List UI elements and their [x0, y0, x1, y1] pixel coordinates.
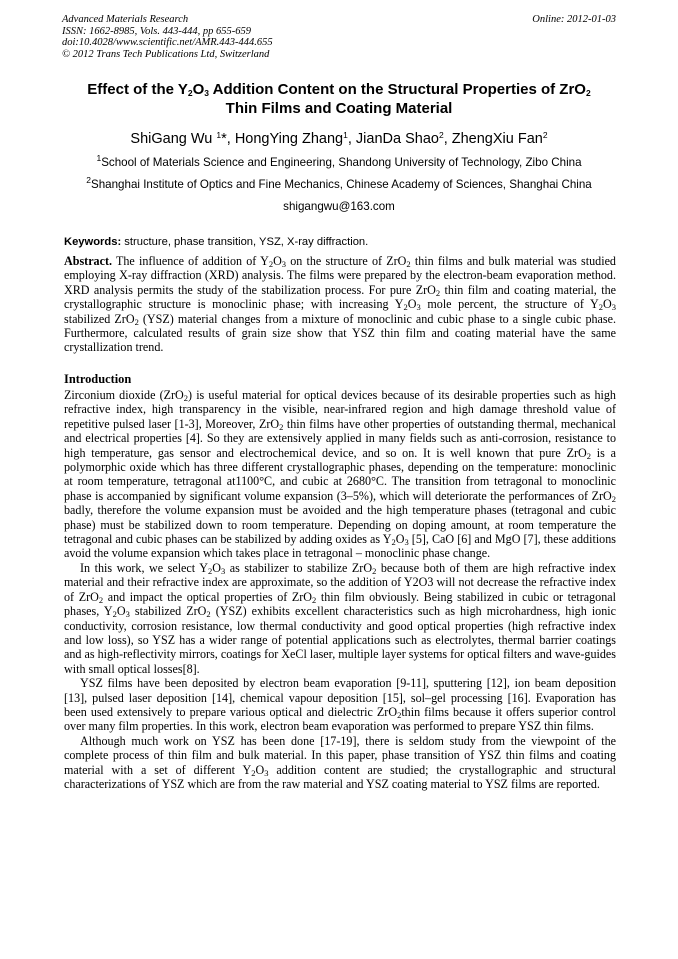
intro-paragraph-3: YSZ films have been deposited by electron beam evaporation [9-11], sputtering [12], ion beam deposition [13], pulsed laser deposition [14], chemical vapour deposition [15], sol–gel processing [16]. Evaporation has been used extensively to prepare various optical and dielectric ZrO$_2$thin films because it offers superior control over many film properties. In this work, electron beam evaporation was performed to prepare YSZ thin films. — [64, 676, 616, 734]
issn-line: ISSN: 1662-8985, Vols. 443-444, pp 655-659 — [62, 25, 251, 37]
keywords-text: structure, phase transition, YSZ, X-ray diffraction. — [121, 236, 369, 248]
paper-title — [40, 80, 638, 118]
keywords — [64, 235, 616, 249]
author-list: ShiGang Wu $^1$*, HongYing Zhang$^1$, JianDa Shao$^2$, ZhengXiu Fan$^2$ — [130, 130, 548, 147]
section-heading-introduction: Introduction — [64, 372, 132, 386]
copyright-line: © 2012 Trans Tech Publications Ltd, Switzerland — [62, 48, 270, 60]
title-line-1: Effect of the $Y_2O_3$ Addition Content on the Structural Properties of ZrO$_2$ — [87, 81, 591, 98]
online-date: Online: 2012-01-03 — [532, 14, 616, 25]
keywords-label: Keywords: — [64, 236, 122, 248]
journal-name: Advanced Materials Research — [62, 14, 189, 25]
author-email: shigangwu@163.com — [283, 200, 395, 213]
intro-paragraph-2: In this work, we select $Y_2O_3$ as stabilizer to stabilize ZrO$_2$ because both of them are high refractive index material and their refractive index are approximate, so the addition of Y2O3 will not decrease the refractive index of ZrO$_2$ and impact the optical properties of ZrO$_2$ thin film obviously. Being stabilized in cubic or tetragonal phases, $Y_2O_3$ stabilized ZrO$_2$ (YSZ) exhibits excellent characteristics such as high microhardness, high ionic conductivity, corrosion resistance, low thermal conductivity and good optical properties (high refractive index and low loss), so YSZ has a wider range of potential applications such as electrolytes, thermal barrier coatings and as high-reflectivity mirrors, coatings for XeCl laser, multiple layer systems for optical filters and wave-guides with small optical losses[8]. — [64, 560, 616, 676]
introduction-body — [64, 388, 616, 791]
intro-paragraph-4: Although much work on YSZ has been done [17-19], there is seldom study from the viewpoint of the complete process of thin film and bulk material. In this paper, phase transition of YSZ thin films and coating material with a set of different $Y_2O_3$ addition content are studied; the crystallographic and structural characterizations of YSZ which are from the raw material and YSZ coating material to YSZ films are reported. — [64, 733, 616, 791]
journal-header — [62, 14, 616, 60]
doi-line: doi:10.4028/www.scientific.net/AMR.443-444.655 — [62, 37, 273, 48]
affiliation-1: $^1$School of Materials Science and Engineering, Shandong University of Technology, Zibo China — [96, 153, 582, 169]
title-line-2: Thin Films and Coating Material — [225, 100, 453, 117]
abstract-label: Abstract. — [64, 254, 113, 268]
intro-paragraph-1: Zirconium dioxide (ZrO$_2$) is useful material for optical devices because of its desirable properties such as high refractive index, high transparency in the visible, near-infrared region and high damage threshold value of repetitive pulsed laser [1-3], Moreover, ZrO$_2$ thin films have other properties of outstanding thermal, mechanical and electrical properties [4]. So they are extensively applied in many fields such as anti-corrosion, resistance to high temperature, gas sensor and electrochemical device, and so on. It is well known that pure ZrO$_2$ is a polymorphic oxide which has three different crystallographic phases, depending on the temperature: monoclinic at room temperature, tetragonal at1100°C, and cubic at 2680°C. The transition from tetragonal to monoclinic phase is accompanied by significant volume expansion (3–5%), which will deteriorate the performances of ZrO$_2$ badly, therefore the volume expansion must be avoided and the high temperature phases (tetragonal and cubic phase) must be stabilized down to room temperature. Depending on doping amount, at room temperature the tetragonal and cubic phases can be stabilized by adding oxides as $Y_2O_3$ [5], CaO [6] and MgO [7], these additions avoid the volume expansion which takes place in tetragonal – monoclinic phase change. — [64, 388, 616, 561]
affiliation-2: $^2$Shanghai Institute of Optics and Fine Mechanics, Chinese Academy of Sciences, Shanghai China — [86, 175, 592, 191]
abstract: Abstract. The influence of addition of $Y_2O_3$ on the structure of ZrO$_2$ thin films and bulk material was studied employing X-ray diffraction (XRD) analysis. The films were prepared by the electron-beam evaporation method. XRD analysis permits the study of the stabilization process. For pure ZrO$_2$ thin film and coating material, the crystallographic structure is monoclinic phase; with increasing $Y_2O_3$ mole percent, the structure of $Y_2O_3$ stabilized ZrO$_2$ (YSZ) material changes from a mixture of monoclinic and cubic phase to a single cubic phase. Furthermore, calculated results of grain size show that YSZ thin film and coating material have the same crystallization trend. — [64, 254, 617, 355]
